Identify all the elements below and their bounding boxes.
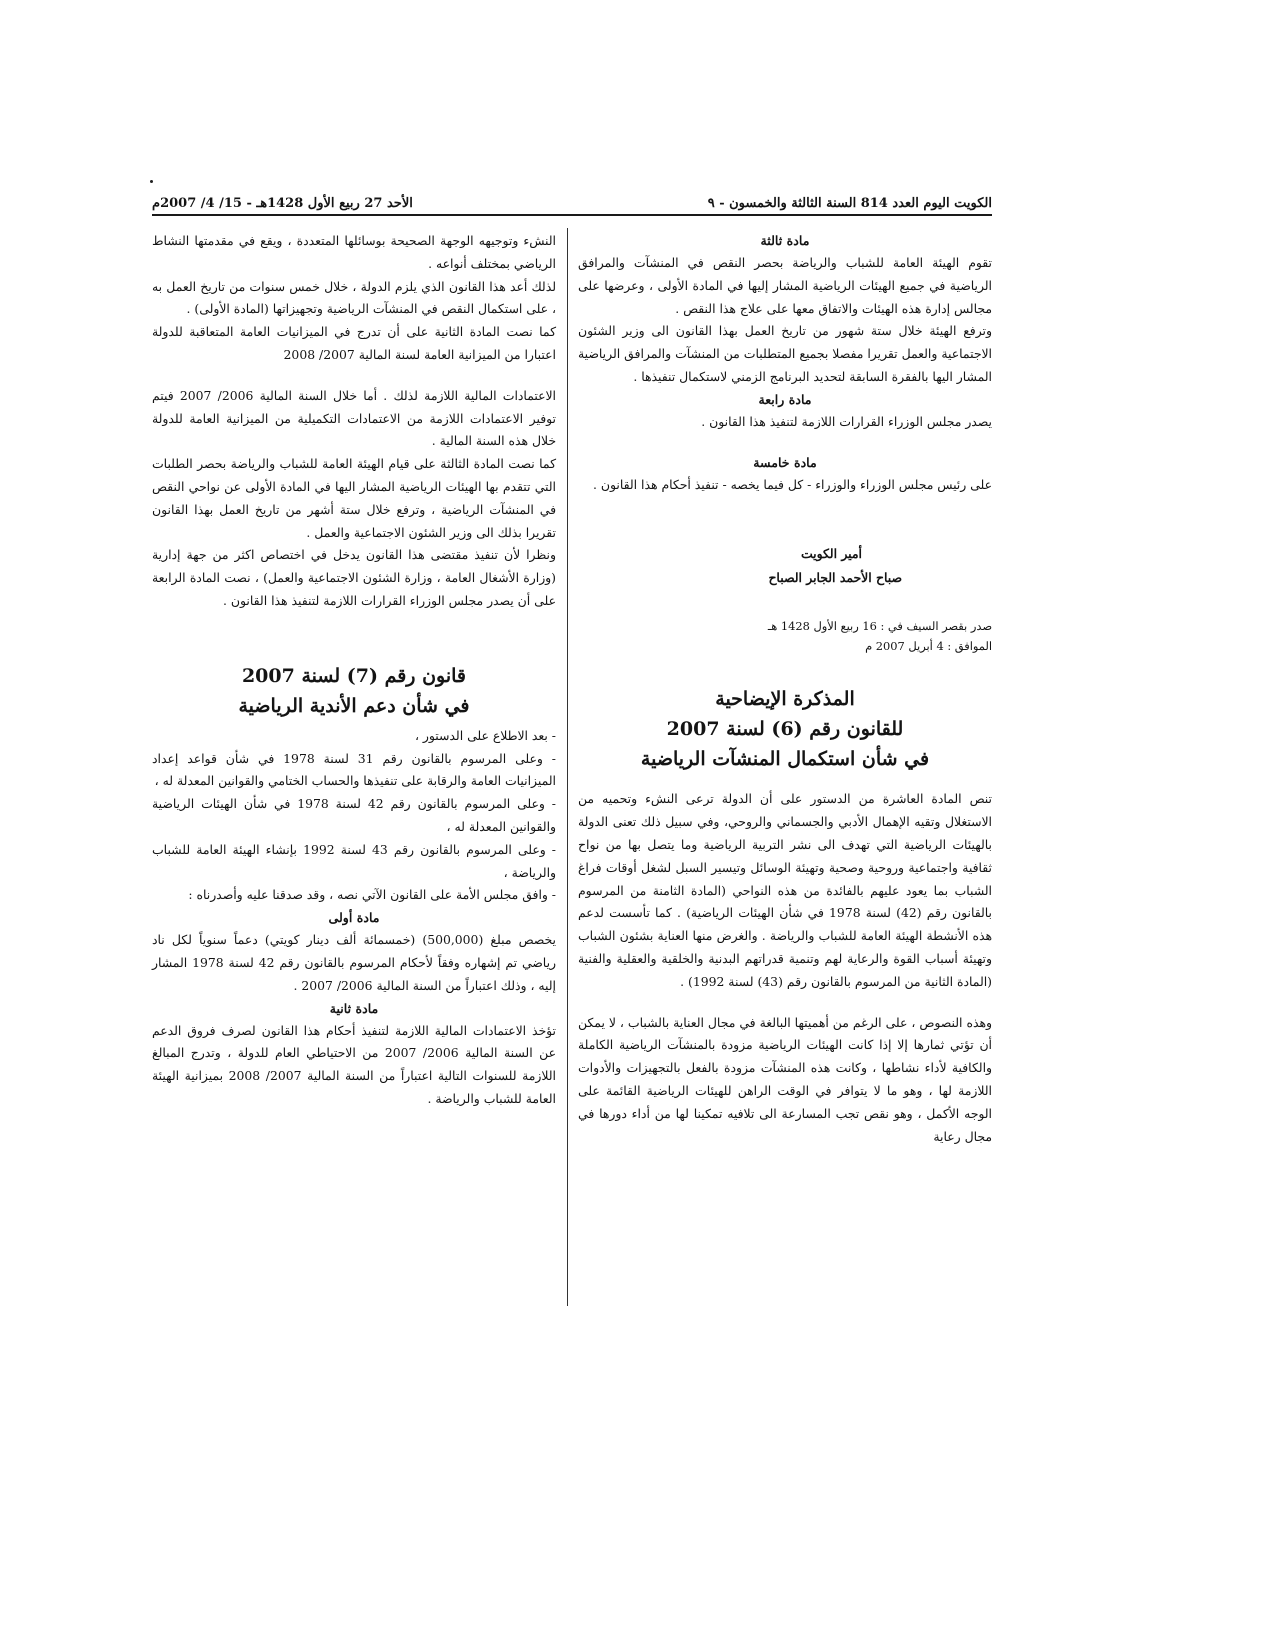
memo-continued-paragraph-2: لذلك أعد هذا القانون الذي يلزم الدولة ، خلال خمس سنوات من تاريخ العمل به ، على استكمال النقص في المنشآت الرياضية وتجهيزاتها (المادة الأولى) . xyxy=(152,278,556,317)
preamble-2: - وعلى المرسوم بالقانون رقم 31 لسنة 1978 في شأن قواعد إعداد الميزانيات العامة والرقابة على تنفيذها والحساب الختامي والقوانين المعدلة له ، xyxy=(152,750,556,789)
preamble-5: - وافق مجلس الأمة على القانون الآتي نصه ، وقد صدقنا عليه وأصدرناه : xyxy=(188,887,556,903)
article-4-paragraph: يصدر مجلس الوزراء القرارات اللازمة لتنفيذ هذا القانون . xyxy=(701,413,992,429)
preamble-3: - وعلى المرسوم بالقانون رقم 42 لسنة 1978 في شأن الهيئات الرياضية والقوانين المعدلة له ، xyxy=(152,796,556,834)
signature-block xyxy=(578,542,992,590)
signature-name: صباح الأحمد الجابر الصباح xyxy=(768,570,902,586)
issuance-block xyxy=(578,616,992,656)
law-7-title-line-1: قانون رقم (7) لسنة 2007 xyxy=(241,664,467,687)
law-7-title xyxy=(152,661,556,721)
article-3-paragraph-2: وترفع الهيئة خلال ستة شهور من تاريخ العمل بهذا القانون الى وزير الشئون الاجتماعية والعمل تقريرا مفصلا بجميع المتطلبات من المنشآت والمرافق الرياضية المشار اليها بالفقرة السابقة لتحديد البرنامج الزمني لاستكمال تنفيذها . xyxy=(578,323,992,384)
memo-continued-paragraph-6: ونظرا لأن تنفيذ مقتضى هذا القانون يدخل في اختصاص اكثر من جهة إدارية (وزارة الأشغال العامة ، وزارة الشئون الاجتماعية والعمل) ، نصت المادة الرابعة على أن يصدر مجلس الوزراء القرارات اللازمة لتنفيذ هذا القانون . xyxy=(152,547,556,608)
memo-title-line-2: للقانون رقم (6) لسنة 2007 xyxy=(666,718,904,741)
memo-title xyxy=(578,684,992,774)
scan-speck xyxy=(150,180,153,183)
article-5-paragraph: على رئيس مجلس الوزراء والوزراء - كل فيما يخصه - تنفيذ أحكام هذا القانون . xyxy=(593,476,992,492)
memo-continued-paragraph-3: كما نصت المادة الثانية على أن تدرج في الميزانيات العامة المتعاقبة للدولة اعتبارا من الميزانية العامة لسنة المالية 2007/ 2008 xyxy=(152,324,556,362)
memo-continued-paragraph-5: كما نصت المادة الثالثة على قيام الهيئة العامة للشباب والرياضة بحصر الطلبات التي تتقدم بها الهيئات الرياضية المشار اليها في المادة الأولى عن نواحي النقص في المنشآت الرياضية ، وترفع خلال ستة أشهر من تاريخ العمل بهذا القانون تقريرا بذلك الى وزير الشئون الاجتماعية والعمل . xyxy=(152,456,556,540)
signature-title: أمير الكويت xyxy=(800,546,862,562)
law-7-title-line-2: في شأن دعم الأندية الرياضية xyxy=(238,694,470,717)
memo-continued-paragraph-1: النشء وتوجيهه الوجهة الصحيحة بوسائلها المتعددة ، ويقع في مقدمتها النشاط الرياضي بمختلف أنواعه . xyxy=(152,233,556,271)
article-4-title: مادة رابعة xyxy=(758,391,812,407)
preamble-4: - وعلى المرسوم بالقانون رقم 43 لسنة 1992 بإنشاء الهيئة العامة للشباب والرياضة ، xyxy=(152,841,556,880)
article-5-title: مادة خامسة xyxy=(753,454,817,470)
memo-continued-paragraph-4: الاعتمادات المالية اللازمة لذلك . أما خلال السنة المالية 2006/ 2007 فيتم توفير الاعتمادات اللازمة من الاعتمادات التكميلية من الميزانية العامة للدولة خلال هذه السنة المالية . xyxy=(152,387,556,449)
column-divider xyxy=(567,228,568,1306)
article-3-title: مادة ثالثة xyxy=(760,233,810,248)
left-column xyxy=(152,230,556,1111)
right-column xyxy=(578,230,992,1148)
law-7-article-1-paragraph: يخصص مبلغ (500,000) (خمسمائة ألف دينار كويتي) دعماً سنوياً لكل ناد رياضي تم إشهاره وفقاً لأحكام المرسوم بالقانون رقم 42 لسنة 1978 المشار إليه ، وذلك اعتباراً من السنة المالية 2006/ 2007 . xyxy=(152,932,557,993)
page-header xyxy=(152,196,992,216)
memo-paragraph-1: تنص المادة العاشرة من الدستور على أن الدولة ترعى النشء وتحميه من الاستغلال وتقيه الإهمال الأدبي والجسماني والروحي، وفي سبيل ذلك تعنى الدولة بالهيئات الرياضية التي تهدف الى نشر التربية الرياضية وما يتصل بها من نواح ثقافية واجتماعية وروحية وصحية وتهيئة الوسائل وتيسير السبل لشغل أوقات فراغ الشباب بما يعود عليهم بالفائدة من هذه النواحي (المادة الثامنة من المرسوم بالقانون رقم (42) لسنة 1978 في شأن الهيئات الرياضية) . كما تأسست لدعم هذه الأنشطة الهيئة العامة للشباب والرياضة . والغرض منها العناية بشئون الشباب وتهيئة أسباب القوة والرعاية لهم وتنمية قدراتهم البدنية والخلقية والعقلية والفنية (المادة الثانية من المرسوم بالقانون رقم (43) لسنة 1992) . xyxy=(578,791,992,989)
memo-paragraph-2: وهذه النصوص ، على الرغم من أهميتها البالغة في مجال العناية بالشباب ، لا يمكن أن تؤتي ثمارها إلا إذا كانت الهيئات الرياضية مزودة بالمنشآت الرياضية الكاملة والكافية لأداء نشاطها ، وكانت هذه المنشآت مزودة بالفعل بالتجهيزات والأدوات اللازمة لها ، وهو ما لا يتوافر في الوقت الراهن للهيئات الرياضية القائمة على الوجه الأكمل ، وهو نقص تجب المسارعة الى تلافيه تمكينا لها من أداء دورها في مجال رعاية xyxy=(578,1014,992,1144)
article-3-paragraph-1: تقوم الهيئة العامة للشباب والرياضة بحصر النقص في المنشآت والمرافق الرياضية في جميع الهيئات الرياضية المشار إليها في المادة الأولى ، وعرضها على مجالس إدارة هذه الهيئات والاتفاق معها على علاج هذا النقص . xyxy=(578,255,992,316)
header-issue: الكويت اليوم العدد 814 السنة الثالثة والخمسون - ٩ xyxy=(707,196,992,211)
issued-date-gregorian: الموافق : 4 أبريل 2007 م xyxy=(865,639,992,654)
law-7-article-2-paragraph: تؤخذ الاعتمادات المالية اللازمة لتنفيذ أحكام هذا القانون لصرف فروق الدعم عن السنة المالية 2006/ 2007 من الاحتياطي العام للدولة ، وتدرج المبالغ اللازمة للسنوات التالية اعتباراً من السنة المالية 2007/ 2008 بميزانية الهيئة العامة للشباب والرياضة . xyxy=(152,1022,556,1106)
memo-title-line-3: في شأن استكمال المنشآت الرياضية xyxy=(640,748,930,771)
memo-title-line-1: المذكرة الإيضاحية xyxy=(715,688,855,711)
preamble-1: - بعد الاطلاع على الدستور ، xyxy=(414,727,556,743)
issued-date-hijri: صدر بقصر السيف في : 16 ربيع الأول 1428 هـ xyxy=(767,619,992,634)
header-date: الأحد 27 ربيع الأول 1428هـ - 15/ 4/ 2007م xyxy=(152,196,413,211)
law-7-article-1-title: مادة أولى xyxy=(328,910,380,926)
law-7-article-2-title: مادة ثانية xyxy=(329,1000,379,1016)
